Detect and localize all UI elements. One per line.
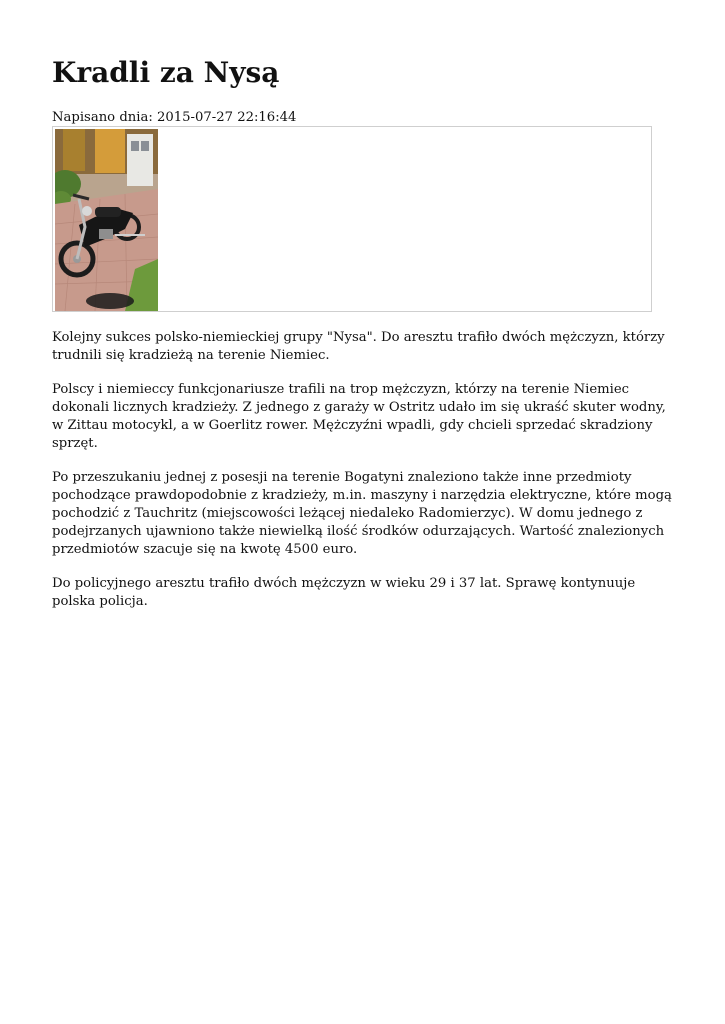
motorcycle-photo[interactable] (55, 129, 158, 311)
article-body (52, 329, 676, 627)
article-title: Kradli za Nysą (52, 56, 280, 89)
image-frame (52, 126, 652, 312)
publish-date: Napisano dnia: 2015-07-27 22:16:44 (52, 110, 297, 125)
paragraph: Kolejny sukces polsko-niemieckiej grupy "Nysa". Do aresztu trafiło dwóch mężczyzn, którzy trudnili się kradzieżą na terenie Niemiec. (52, 330, 665, 363)
paragraph: Polscy i niemieccy funkcjonariusze trafili na trop mężczyzn, którzy na terenie Niemiec dokonali licznych kradzieży. Z jednego z garaży w Ostritz udało im się ukraść skuter wodny, w Zittau motocykl, a w Goerlitz rower. Mężczyźni wpadli, gdy chcieli sprzedać skradziony sprzęt. (52, 382, 666, 451)
paragraph: Do policyjnego aresztu trafiło dwóch mężczyzn w wieku 29 i 37 lat. Sprawę kontynuuje polska policja. (52, 576, 636, 609)
paragraph: Po przeszukaniu jednej z posesji na terenie Bogatyni znaleziono także inne przedmioty pochodzące prawdopodobnie z kradzieży, m.in. maszyny i narzędzia elektryczne, które mogą pochodzić z Tauchritz (miejscowości leżącej niedaleko Radomierzyc). W domu jednego z podejrzanych ujawniono także niewielką ilość środków odurzających. Wartość znalezionych przedmiotów szacuje się na kwotę 4500 euro. (52, 470, 672, 557)
